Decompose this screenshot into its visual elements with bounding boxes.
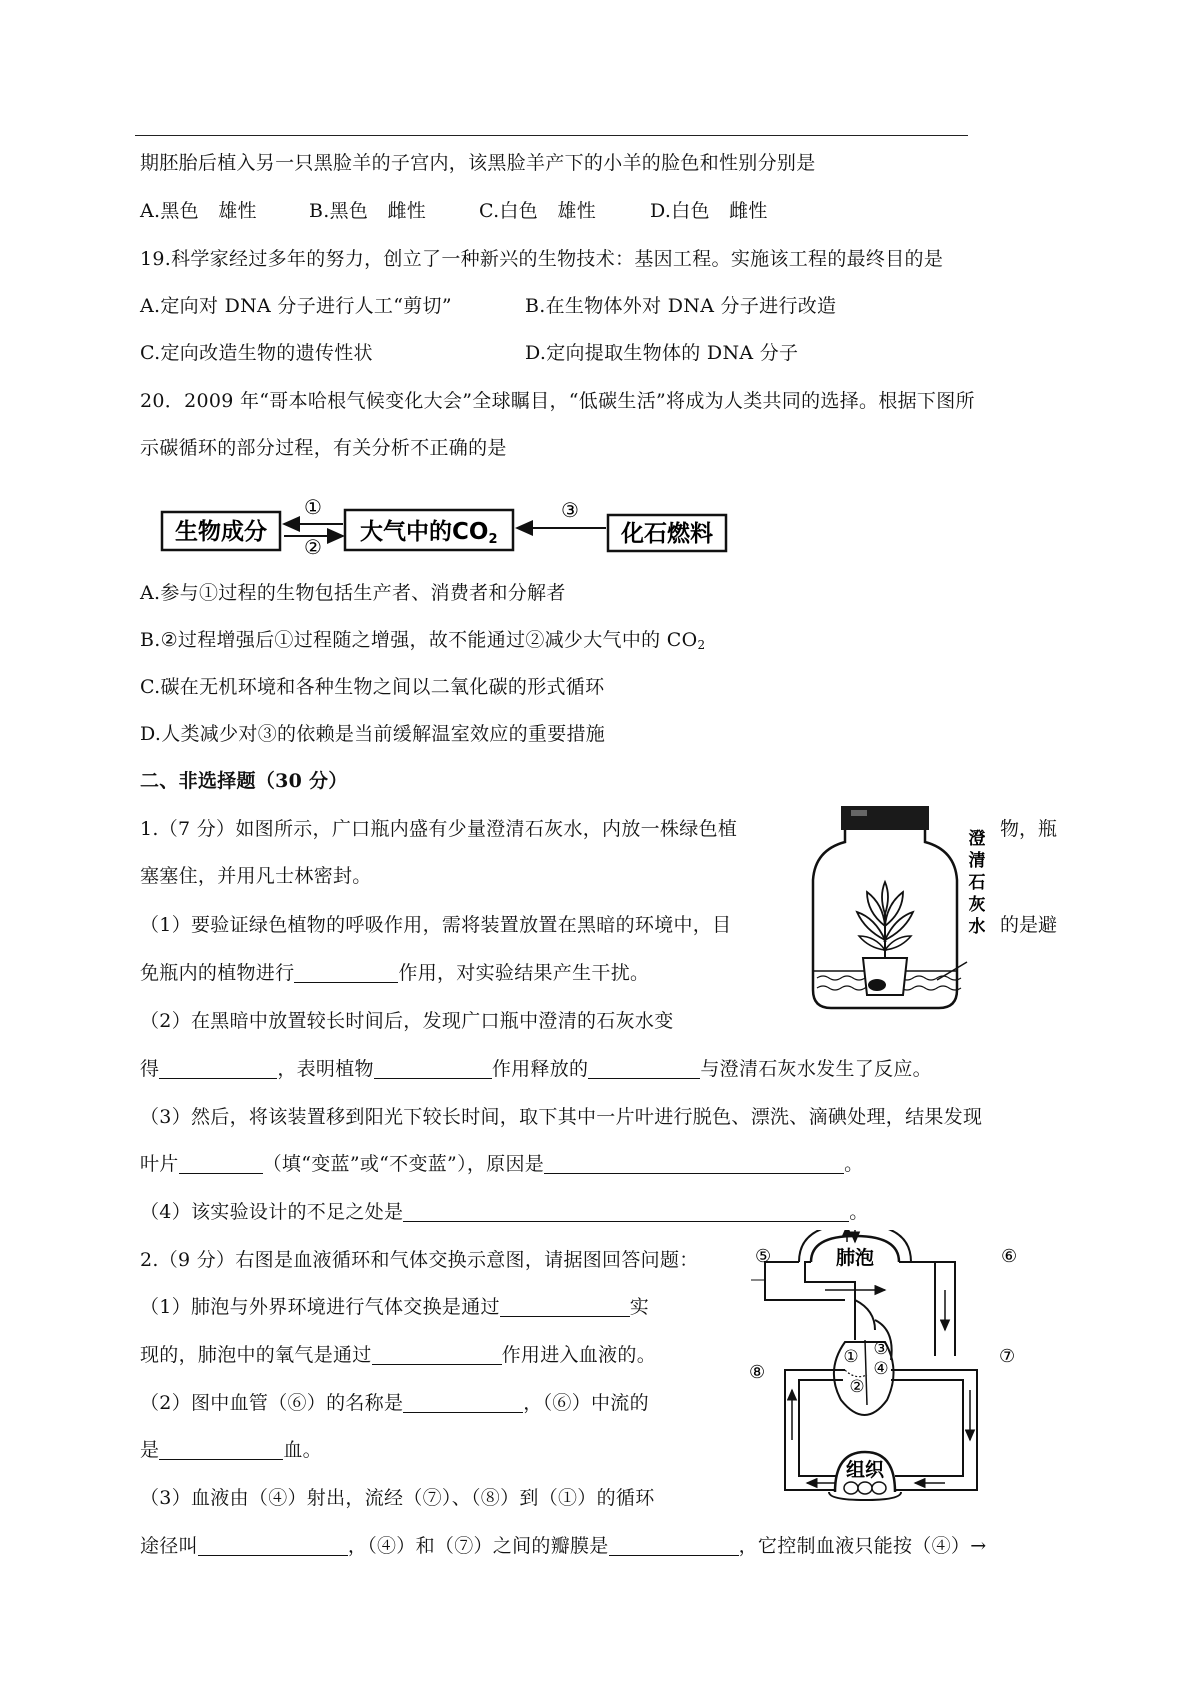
jar-label-2: 清: [968, 851, 985, 871]
num-8: ⑧: [749, 1362, 766, 1383]
q20-option-d: D.人类减少对③的依赖是当前缓解温室效应的重要措施: [140, 723, 606, 745]
box-organisms-label: 生物成分: [175, 519, 267, 545]
answer-blank[interactable]: [500, 1296, 630, 1317]
q19-option-a: A.定向对 DNA 分子进行人工“剪切”: [140, 295, 452, 317]
plant-pot: [863, 958, 907, 995]
q19-option-c: C.定向改造生物的遗传性状: [140, 342, 373, 364]
jar-label-1: 澄: [968, 829, 985, 849]
num-3: ③: [873, 1339, 889, 1359]
answer-blank[interactable]: [159, 1439, 283, 1460]
answer-blank[interactable]: [544, 1153, 844, 1174]
q19-option-d: D.定向提取生物体的 DNA 分子: [525, 342, 799, 364]
q19-option-b: B.在生物体外对 DNA 分子进行改造: [525, 295, 837, 317]
p1-q2b: 得 ，表明植物 作用释放的 与澄清石灰水发生了反应。: [140, 1058, 932, 1080]
tissue-label: 组织: [845, 1459, 885, 1481]
p1-q3b: 叶片 （填“变蓝”或“不变蓝”），原因是 。: [140, 1153, 864, 1175]
q20-stem-line2: 示碳循环的部分过程，有关分析不正确的是: [140, 437, 507, 459]
header-rule: [135, 135, 968, 136]
p2-q2b: 是 血。: [140, 1439, 322, 1461]
q19-stem: 19.科学家经过多年的努力，创立了一种新兴的生物技术：基因工程。实施该工程的最终目的是: [140, 248, 944, 270]
p1-q1a-right: 的是避: [1000, 914, 1058, 936]
jar-figure: [805, 800, 985, 1015]
p1-q2a: （2）在黑暗中放置较长时间后，发现广口瓶中澄清的石灰水变: [140, 1010, 674, 1032]
q18-option-d: D.白色 雌性: [650, 200, 768, 222]
lung-label: 肺泡: [835, 1247, 875, 1269]
q18-option-c: C.白色 雄性: [479, 200, 597, 222]
p1-q1a: （1）要验证绿色植物的呼吸作用，需将装置放置在黑暗的环境中，目: [140, 914, 732, 936]
p2-q1b: 现的，肺泡中的氧气是通过 作用进入血液的。: [140, 1344, 657, 1366]
num-7: ⑦: [999, 1346, 1016, 1367]
box-fossil-fuel-label: 化石燃料: [621, 521, 713, 547]
p1-line2: 塞塞住，并用凡士林密封。: [140, 865, 372, 887]
label-process-2: ②: [304, 535, 322, 555]
num-4: ④: [873, 1359, 889, 1379]
q18-stem: 期胚胎后植入另一只黑脸羊的子宫内，该黑脸羊产下的小羊的脸色和性别分别是: [140, 152, 816, 174]
jar-label-3: 石: [968, 873, 985, 893]
answer-blank[interactable]: [198, 1535, 348, 1556]
answer-blank[interactable]: [159, 1058, 277, 1079]
p1-line1-right: 物，瓶: [1000, 818, 1058, 840]
answer-blank[interactable]: [179, 1153, 263, 1174]
p2-line1: 2.（9 分）右图是血液循环和气体交换示意图，请据图回答问题：: [140, 1249, 699, 1271]
q18-option-b: B.黑色 雌性: [309, 200, 427, 222]
q20-stem-line1: 20．2009 年“哥本哈根气候变化大会”全球瞩目，“低碳生活”将成为人类共同的选择。根据下图所: [140, 390, 975, 412]
answer-blank[interactable]: [403, 1392, 523, 1413]
p2-q3b: 途径叫 ，（④）和（⑦）之间的瓣膜是 ，它控制血液只能按（④）→: [140, 1535, 987, 1557]
num-1: ①: [843, 1347, 859, 1367]
answer-blank[interactable]: [374, 1058, 492, 1079]
carbon-cycle-diagram: [160, 493, 730, 555]
answer-blank[interactable]: [588, 1058, 700, 1079]
jar-stopper: [841, 806, 929, 830]
num-5: ⑤: [755, 1246, 772, 1267]
q20-option-b: B.②过程增强后①过程随之增强，故不能通过②减少大气中的 $CO_2$: [140, 629, 706, 652]
q18-option-a: A.黑色 雄性: [140, 200, 257, 222]
num-6: ⑥: [1001, 1246, 1018, 1267]
q20-option-a: A.参与①过程的生物包括生产者、消费者和分解者: [140, 582, 566, 604]
box-atmosphere-label: 大气中的CO2: [360, 519, 498, 547]
label-process-1: ①: [304, 495, 322, 519]
answer-blank[interactable]: [294, 962, 398, 983]
circulation-figure: [745, 1230, 1030, 1520]
p1-line1: 1.（7 分）如图所示，广口瓶内盛有少量澄清石灰水，内放一株绿色植: [140, 818, 738, 840]
p2-q3a: （3）血液由（④）射出，流经（⑦）、（⑧）到（①）的循环: [140, 1487, 655, 1509]
p1-q1b: 免瓶内的植物进行 作用，对实验结果产生干扰。: [140, 962, 650, 984]
jar-label-5: 水: [968, 917, 985, 937]
section-title: 二、非选择题（30 分）: [140, 770, 348, 792]
answer-blank[interactable]: [372, 1344, 502, 1365]
jar-label-4: 灰: [968, 895, 985, 915]
p1-q4: （4）该实验设计的不足之处是 。: [140, 1201, 869, 1223]
answer-blank[interactable]: [403, 1201, 849, 1222]
p2-q1a: （1）肺泡与外界环境进行气体交换是通过 实: [140, 1296, 650, 1318]
label-process-3: ③: [561, 498, 579, 522]
num-2: ②: [849, 1377, 865, 1397]
q20-option-c: C.碳在无机环境和各种生物之间以二氧化碳的形式循环: [140, 676, 605, 698]
p2-q2a: （2）图中血管（⑥）的名称是 ，（⑥）中流的: [140, 1392, 649, 1414]
answer-blank[interactable]: [609, 1535, 739, 1556]
p1-q3a: （3）然后，将该装置移到阳光下较长时间，取下其中一片叶进行脱色、漂洗、滴碘处理，结果发现: [140, 1106, 983, 1128]
